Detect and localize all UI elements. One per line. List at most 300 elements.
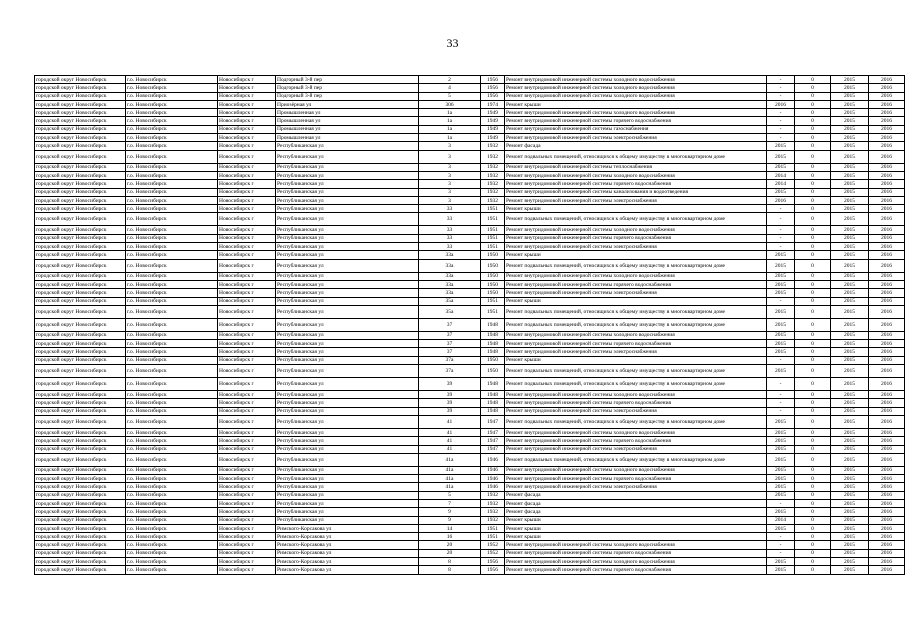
cell-settlement: г.о. Новосибирск [126, 188, 218, 196]
cell-street: Республиканская ул [276, 407, 419, 415]
cell-work-type: Ремонт внутридомовой инженерной системы горячего водоснабжения [505, 399, 767, 407]
cell-plan-start: 2015 [831, 541, 869, 549]
cell-house: 20 [419, 549, 481, 557]
cell-previous-repair-year: 2015 [767, 188, 795, 196]
cell-okrug: городской округ Новосибирск [35, 134, 126, 142]
cell-plan-end: 2016 [869, 150, 905, 163]
table-row [35, 280, 905, 288]
cell-city: Новосибирск г [218, 84, 276, 92]
cell-zero: 0 [795, 84, 831, 92]
table-body [35, 76, 905, 575]
cell-house: 41 [419, 415, 481, 428]
cell-year: 1951 [481, 297, 505, 305]
cell-zero: 0 [795, 213, 831, 226]
table-row [35, 134, 905, 142]
cell-settlement: г.о. Новосибирск [126, 117, 218, 125]
cell-okrug: городской округ Новосибирск [35, 297, 126, 305]
cell-street: Республиканская ул [276, 280, 419, 288]
page-number: 33 [446, 36, 459, 50]
cell-street: Подгорный 3-й пер [276, 76, 419, 84]
cell-city: Новосибирск г [218, 226, 276, 234]
cell-plan-start: 2015 [831, 196, 869, 204]
cell-year: 1974 [481, 100, 505, 108]
cell-okrug: городской округ Новосибирск [35, 483, 126, 491]
cell-okrug: городской округ Новосибирск [35, 109, 126, 117]
cell-zero: 0 [795, 163, 831, 171]
cell-plan-start: 2015 [831, 399, 869, 407]
cell-plan-start: 2015 [831, 117, 869, 125]
cell-plan-start: 2015 [831, 348, 869, 356]
cell-previous-repair-year: 2015 [767, 272, 795, 280]
cell-street: Республиканская ул [276, 445, 419, 453]
cell-zero: 0 [795, 109, 831, 117]
cell-city: Новосибирск г [218, 272, 276, 280]
cell-settlement: г.о. Новосибирск [126, 289, 218, 297]
cell-okrug: городской округ Новосибирск [35, 234, 126, 242]
cell-work-type: Ремонт внутридомовой инженерной системы электроснабжения [505, 289, 767, 297]
cell-house: 33а [419, 289, 481, 297]
cell-plan-end: 2016 [869, 415, 905, 428]
cell-zero: 0 [795, 391, 831, 399]
cell-okrug: городской округ Новосибирск [35, 251, 126, 259]
cell-work-type: Ремонт фасада [505, 499, 767, 507]
cell-house: 3 [419, 142, 481, 150]
cell-zero: 0 [795, 76, 831, 84]
cell-work-type: Ремонт внутридомовой инженерной системы горячего водоснабжения [505, 566, 767, 574]
cell-plan-start: 2015 [831, 251, 869, 259]
cell-plan-start: 2015 [831, 318, 869, 331]
cell-house: 9 [419, 516, 481, 524]
cell-plan-start: 2015 [831, 163, 869, 171]
cell-plan-start: 2015 [831, 491, 869, 499]
cell-plan-start: 2015 [831, 180, 869, 188]
cell-settlement: г.о. Новосибирск [126, 407, 218, 415]
cell-year: 1951 [481, 213, 505, 226]
cell-city: Новосибирск г [218, 289, 276, 297]
cell-zero: 0 [795, 541, 831, 549]
cell-okrug: городской округ Новосибирск [35, 340, 126, 348]
cell-previous-repair-year: 2015 [767, 483, 795, 491]
cell-settlement: г.о. Новосибирск [126, 516, 218, 524]
cell-city: Новосибирск г [218, 100, 276, 108]
cell-plan-start: 2015 [831, 331, 869, 339]
cell-okrug: городской округ Новосибирск [35, 142, 126, 150]
cell-zero: 0 [795, 117, 831, 125]
cell-previous-repair-year: 2015 [767, 365, 795, 378]
cell-house: 14 [419, 524, 481, 532]
cell-street: Республиканская ул [276, 213, 419, 226]
cell-street: Республиканская ул [276, 340, 419, 348]
cell-settlement: г.о. Новосибирск [126, 566, 218, 574]
cell-street: Республиканская ул [276, 142, 419, 150]
cell-work-type: Ремонт подвальных помещений, относящихся к общему имуществу в многоквартирном доме [505, 453, 767, 466]
cell-plan-end: 2016 [869, 453, 905, 466]
cell-previous-repair-year: - [767, 76, 795, 84]
cell-city: Новосибирск г [218, 150, 276, 163]
cell-previous-repair-year: 2015 [767, 415, 795, 428]
cell-okrug: городской округ Новосибирск [35, 533, 126, 541]
cell-previous-repair-year: 2016 [767, 100, 795, 108]
cell-year: 1932 [481, 499, 505, 507]
cell-plan-end: 2016 [869, 466, 905, 474]
table-row [35, 196, 905, 204]
cell-street: Республиканская ул [276, 483, 419, 491]
cell-plan-start: 2015 [831, 378, 869, 391]
cell-plan-start: 2015 [831, 84, 869, 92]
cell-previous-repair-year: 2015 [767, 453, 795, 466]
cell-work-type: Ремонт подвальных помещений, относящихся к общему имуществу в многоквартирном доме [505, 365, 767, 378]
cell-street: Республиканская ул [276, 251, 419, 259]
cell-settlement: г.о. Новосибирск [126, 533, 218, 541]
cell-okrug: городской округ Новосибирск [35, 125, 126, 133]
cell-city: Новосибирск г [218, 196, 276, 204]
cell-work-type: Ремонт внутридомовой инженерной системы холодного водоснабжения [505, 226, 767, 234]
cell-street: Республиканская ул [276, 508, 419, 516]
cell-okrug: городской округ Новосибирск [35, 331, 126, 339]
cell-okrug: городской округ Новосибирск [35, 259, 126, 272]
cell-settlement: г.о. Новосибирск [126, 125, 218, 133]
cell-street: Республиканская ул [276, 188, 419, 196]
cell-previous-repair-year: - [767, 297, 795, 305]
cell-work-type: Ремонт крыши [505, 533, 767, 541]
table-row [35, 483, 905, 491]
cell-settlement: г.о. Новосибирск [126, 318, 218, 331]
table-row [35, 297, 905, 305]
cell-plan-end: 2016 [869, 234, 905, 242]
cell-previous-repair-year: - [767, 92, 795, 100]
cell-city: Новосибирск г [218, 558, 276, 566]
cell-year: 1951 [481, 226, 505, 234]
cell-plan-start: 2015 [831, 391, 869, 399]
cell-settlement: г.о. Новосибирск [126, 134, 218, 142]
cell-plan-end: 2016 [869, 163, 905, 171]
cell-house: 33 [419, 234, 481, 242]
cell-street: Приозёрная ул [276, 100, 419, 108]
cell-plan-end: 2016 [869, 171, 905, 179]
cell-zero: 0 [795, 445, 831, 453]
cell-street: Республиканская ул [276, 466, 419, 474]
cell-settlement: г.о. Новосибирск [126, 399, 218, 407]
cell-previous-repair-year: - [767, 213, 795, 226]
cell-previous-repair-year: - [767, 499, 795, 507]
cell-settlement: г.о. Новосибирск [126, 92, 218, 100]
cell-work-type: Ремонт внутридомовой инженерной системы горячего водоснабжения [505, 437, 767, 445]
cell-previous-repair-year: 2014 [767, 516, 795, 524]
table-row [35, 541, 905, 549]
cell-work-type: Ремонт внутридомовой инженерной системы электроснабжения [505, 134, 767, 142]
cell-zero: 0 [795, 475, 831, 483]
cell-plan-start: 2015 [831, 415, 869, 428]
cell-work-type: Ремонт внутридомовой инженерной системы холодного водоснабжения [505, 272, 767, 280]
cell-plan-start: 2015 [831, 305, 869, 318]
cell-work-type: Ремонт внутридомовой инженерной системы канализования и водоотведения [505, 188, 767, 196]
cell-city: Новосибирск г [218, 445, 276, 453]
cell-year: 1948 [481, 391, 505, 399]
cell-plan-end: 2016 [869, 142, 905, 150]
cell-okrug: городской округ Новосибирск [35, 391, 126, 399]
cell-year: 1947 [481, 415, 505, 428]
table-row [35, 466, 905, 474]
cell-zero: 0 [795, 491, 831, 499]
cell-plan-end: 2016 [869, 251, 905, 259]
cell-work-type: Ремонт подвальных помещений, относящихся к общему имуществу в многоквартирном доме [505, 305, 767, 318]
cell-house: 3 [419, 163, 481, 171]
table-row [35, 125, 905, 133]
table-row [35, 318, 905, 331]
cell-okrug: городской округ Новосибирск [35, 171, 126, 179]
cell-okrug: городской округ Новосибирск [35, 378, 126, 391]
cell-city: Новосибирск г [218, 491, 276, 499]
cell-work-type: Ремонт подвальных помещений, относящихся к общему имуществу в многоквартирном доме [505, 318, 767, 331]
cell-year: 1948 [481, 348, 505, 356]
cell-city: Новосибирск г [218, 499, 276, 507]
cell-year: 1948 [481, 378, 505, 391]
cell-street: Римского-Корсакова ул [276, 549, 419, 557]
cell-city: Новосибирск г [218, 524, 276, 532]
table-row [35, 331, 905, 339]
cell-city: Новосибирск г [218, 297, 276, 305]
cell-plan-end: 2016 [869, 205, 905, 213]
cell-plan-start: 2015 [831, 92, 869, 100]
cell-work-type: Ремонт внутридомовой инженерной системы холодного водоснабжения [505, 428, 767, 436]
cell-plan-end: 2016 [869, 407, 905, 415]
cell-zero: 0 [795, 226, 831, 234]
cell-plan-end: 2016 [869, 516, 905, 524]
table-row [35, 499, 905, 507]
table-row [35, 516, 905, 524]
cell-zero: 0 [795, 142, 831, 150]
cell-settlement: г.о. Новосибирск [126, 196, 218, 204]
cell-plan-end: 2016 [869, 356, 905, 364]
cell-city: Новосибирск г [218, 205, 276, 213]
cell-house: 37а [419, 356, 481, 364]
cell-okrug: городской округ Новосибирск [35, 399, 126, 407]
cell-plan-start: 2015 [831, 356, 869, 364]
cell-zero: 0 [795, 180, 831, 188]
cell-street: Промышленная ул [276, 117, 419, 125]
cell-plan-end: 2016 [869, 289, 905, 297]
cell-street: Республиканская ул [276, 437, 419, 445]
table-row [35, 566, 905, 574]
cell-plan-end: 2016 [869, 226, 905, 234]
cell-street: Республиканская ул [276, 378, 419, 391]
cell-plan-end: 2016 [869, 180, 905, 188]
cell-year: 1946 [481, 483, 505, 491]
cell-street: Республиканская ул [276, 356, 419, 364]
table-row [35, 356, 905, 364]
cell-house: 33а [419, 259, 481, 272]
table-row [35, 76, 905, 84]
cell-year: 1956 [481, 566, 505, 574]
cell-plan-end: 2016 [869, 331, 905, 339]
cell-zero: 0 [795, 437, 831, 445]
cell-okrug: городской округ Новосибирск [35, 466, 126, 474]
cell-work-type: Ремонт внутридомовой инженерной системы горячего водоснабжения [505, 280, 767, 288]
table-row [35, 558, 905, 566]
cell-work-type: Ремонт подвальных помещений, относящихся к общему имуществу в многоквартирном доме [505, 415, 767, 428]
cell-okrug: городской округ Новосибирск [35, 196, 126, 204]
cell-city: Новосибирск г [218, 475, 276, 483]
cell-house: 1а [419, 134, 481, 142]
cell-year: 1950 [481, 251, 505, 259]
cell-plan-end: 2016 [869, 272, 905, 280]
cell-settlement: г.о. Новосибирск [126, 348, 218, 356]
cell-plan-start: 2015 [831, 125, 869, 133]
cell-house: 37 [419, 318, 481, 331]
cell-work-type: Ремонт подвальных помещений, относящихся к общему имуществу в многоквартирном доме [505, 259, 767, 272]
cell-house: 41 [419, 445, 481, 453]
cell-city: Новосибирск г [218, 259, 276, 272]
cell-settlement: г.о. Новосибирск [126, 541, 218, 549]
cell-house: 1а [419, 117, 481, 125]
cell-plan-end: 2016 [869, 445, 905, 453]
cell-previous-repair-year: 2015 [767, 318, 795, 331]
cell-settlement: г.о. Новосибирск [126, 475, 218, 483]
cell-house: 37а [419, 365, 481, 378]
cell-previous-repair-year: 2015 [767, 259, 795, 272]
cell-plan-start: 2015 [831, 226, 869, 234]
cell-year: 1952 [481, 549, 505, 557]
cell-plan-start: 2015 [831, 213, 869, 226]
cell-city: Новосибирск г [218, 483, 276, 491]
cell-plan-end: 2016 [869, 558, 905, 566]
cell-okrug: городской округ Новосибирск [35, 305, 126, 318]
cell-previous-repair-year: 2016 [767, 196, 795, 204]
cell-plan-start: 2015 [831, 205, 869, 213]
cell-plan-end: 2016 [869, 305, 905, 318]
cell-previous-repair-year: - [767, 134, 795, 142]
cell-okrug: городской округ Новосибирск [35, 213, 126, 226]
table-row [35, 365, 905, 378]
cell-previous-repair-year: 2015 [767, 475, 795, 483]
cell-house: 41а [419, 483, 481, 491]
cell-city: Новосибирск г [218, 453, 276, 466]
cell-settlement: г.о. Новосибирск [126, 483, 218, 491]
cell-city: Новосибирск г [218, 407, 276, 415]
cell-plan-start: 2015 [831, 475, 869, 483]
cell-plan-start: 2015 [831, 340, 869, 348]
cell-settlement: г.о. Новосибирск [126, 305, 218, 318]
cell-work-type: Ремонт крыши [505, 100, 767, 108]
cell-plan-start: 2015 [831, 150, 869, 163]
cell-zero: 0 [795, 297, 831, 305]
cell-zero: 0 [795, 453, 831, 466]
cell-year: 1948 [481, 407, 505, 415]
cell-plan-start: 2015 [831, 508, 869, 516]
cell-zero: 0 [795, 272, 831, 280]
table-row [35, 100, 905, 108]
cell-previous-repair-year: 2015 [767, 428, 795, 436]
cell-work-type: Ремонт внутридомовой инженерной системы горячего водоснабжения [505, 180, 767, 188]
cell-previous-repair-year: - [767, 205, 795, 213]
cell-work-type: Ремонт подвальных помещений, относящихся к общему имуществу в многоквартирном доме [505, 378, 767, 391]
table-row [35, 348, 905, 356]
cell-plan-end: 2016 [869, 566, 905, 574]
cell-okrug: городской округ Новосибирск [35, 407, 126, 415]
cell-zero: 0 [795, 188, 831, 196]
cell-city: Новосибирск г [218, 213, 276, 226]
cell-year: 1932 [481, 516, 505, 524]
cell-street: Республиканская ул [276, 180, 419, 188]
cell-okrug: городской округ Новосибирск [35, 348, 126, 356]
cell-plan-start: 2015 [831, 428, 869, 436]
cell-street: Республиканская ул [276, 289, 419, 297]
cell-year: 1951 [481, 205, 505, 213]
cell-house: 5 [419, 491, 481, 499]
cell-settlement: г.о. Новосибирск [126, 272, 218, 280]
cell-city: Новосибирск г [218, 566, 276, 574]
cell-city: Новосибирск г [218, 365, 276, 378]
cell-house: 35а [419, 305, 481, 318]
cell-plan-end: 2016 [869, 348, 905, 356]
cell-work-type: Ремонт внутридомовой инженерной системы холодного водоснабжения [505, 541, 767, 549]
cell-street: Республиканская ул [276, 516, 419, 524]
table-row [35, 453, 905, 466]
cell-previous-repair-year: - [767, 356, 795, 364]
cell-year: 1932 [481, 171, 505, 179]
cell-city: Новосибирск г [218, 109, 276, 117]
cell-okrug: городской округ Новосибирск [35, 566, 126, 574]
cell-work-type: Ремонт крыши [505, 205, 767, 213]
cell-year: 1947 [481, 437, 505, 445]
cell-previous-repair-year: 2015 [767, 305, 795, 318]
table-row [35, 213, 905, 226]
cell-settlement: г.о. Новосибирск [126, 466, 218, 474]
cell-plan-end: 2016 [869, 499, 905, 507]
cell-year: 1951 [481, 234, 505, 242]
cell-okrug: городской округ Новосибирск [35, 163, 126, 171]
cell-previous-repair-year: - [767, 125, 795, 133]
cell-plan-start: 2015 [831, 280, 869, 288]
cell-work-type: Ремонт внутридомовой инженерной системы холодного водоснабжения [505, 171, 767, 179]
cell-plan-end: 2016 [869, 549, 905, 557]
cell-settlement: г.о. Новосибирск [126, 180, 218, 188]
cell-settlement: г.о. Новосибирск [126, 251, 218, 259]
cell-settlement: г.о. Новосибирск [126, 150, 218, 163]
cell-previous-repair-year: 2015 [767, 163, 795, 171]
cell-city: Новосибирск г [218, 180, 276, 188]
cell-plan-start: 2015 [831, 549, 869, 557]
cell-city: Новосибирск г [218, 356, 276, 364]
cell-plan-start: 2015 [831, 453, 869, 466]
cell-city: Новосибирск г [218, 348, 276, 356]
cell-street: Римского-Корсакова ул [276, 558, 419, 566]
cell-okrug: городской округ Новосибирск [35, 437, 126, 445]
cell-street: Республиканская ул [276, 428, 419, 436]
cell-work-type: Ремонт внутридомовой инженерной системы горячего водоснабжения [505, 117, 767, 125]
cell-city: Новосибирск г [218, 251, 276, 259]
cell-zero: 0 [795, 171, 831, 179]
cell-settlement: г.о. Новосибирск [126, 297, 218, 305]
cell-work-type: Ремонт внутридомовой инженерной системы электроснабжения [505, 348, 767, 356]
cell-year: 1956 [481, 558, 505, 566]
table-row [35, 251, 905, 259]
cell-work-type: Ремонт внутридомовой инженерной системы электроснабжения [505, 483, 767, 491]
cell-plan-start: 2015 [831, 558, 869, 566]
cell-settlement: г.о. Новосибирск [126, 391, 218, 399]
cell-work-type: Ремонт внутридомовой инженерной системы горячего водоснабжения [505, 475, 767, 483]
cell-street: Промышленная ул [276, 109, 419, 117]
cell-year: 1950 [481, 259, 505, 272]
cell-year: 1946 [481, 466, 505, 474]
cell-plan-start: 2015 [831, 407, 869, 415]
cell-plan-start: 2015 [831, 100, 869, 108]
cell-zero: 0 [795, 134, 831, 142]
cell-plan-end: 2016 [869, 391, 905, 399]
cell-work-type: Ремонт крыши [505, 356, 767, 364]
cell-zero: 0 [795, 524, 831, 532]
cell-plan-end: 2016 [869, 243, 905, 251]
